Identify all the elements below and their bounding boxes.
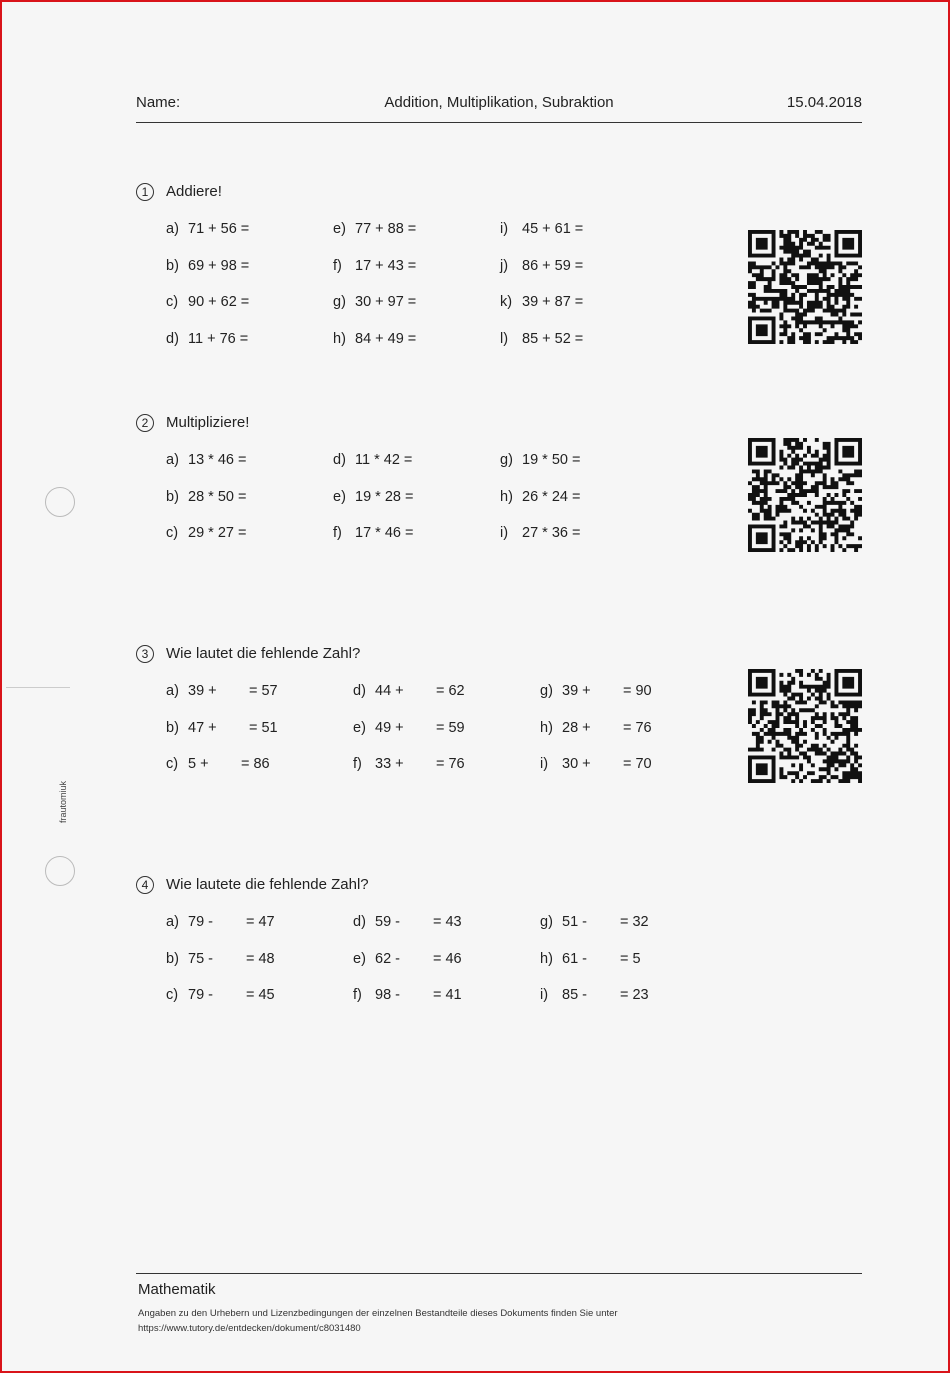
task-expression: 71 + 56 = — [188, 221, 250, 237]
task-expression: 39 + — [188, 683, 217, 699]
task-result: = 46 — [433, 950, 462, 967]
task-expression: 19 * 50 = — [522, 452, 581, 468]
section-number: 1 — [136, 183, 154, 201]
task-expression: 11 * 42 = — [355, 452, 413, 468]
task-expression: 45 + 61 = — [522, 221, 584, 237]
section-title: Multipliziere! — [166, 414, 250, 431]
task-label: a) — [166, 452, 179, 468]
task-expression: 90 + 62 = — [188, 294, 250, 311]
task-result: = 57 — [249, 683, 278, 699]
qr-code — [748, 438, 862, 552]
task-result: = 51 — [249, 719, 278, 736]
worksheet-footer — [136, 1273, 862, 1334]
task-expression: 77 + 88 = — [355, 221, 417, 237]
worksheet-header — [136, 94, 862, 123]
task-label: i) — [500, 221, 509, 237]
task-expression: 11 + 76 = — [188, 331, 249, 348]
task-label: k) — [500, 294, 513, 311]
task-expression: 86 + 59 = — [522, 257, 584, 274]
task-result: = 76 — [623, 719, 652, 736]
task-label: a) — [166, 221, 179, 237]
section-number: 2 — [136, 414, 154, 432]
task-label: i) — [500, 525, 509, 542]
task-label: f) — [333, 257, 342, 274]
task-label: f) — [353, 987, 362, 1004]
name-label: Name: — [136, 94, 181, 111]
task-expression: 75 - — [188, 950, 213, 967]
task-expression: 47 + — [188, 719, 217, 736]
fold-mark — [6, 687, 70, 688]
task-label: e) — [333, 221, 346, 237]
license-url: https://www.tutory.de/entdecken/dokument/c8031480 — [138, 1323, 361, 1334]
task-label: c) — [166, 987, 179, 1004]
task-expression: 85 + 52 = — [522, 331, 584, 348]
qr-pattern — [748, 230, 862, 344]
task-result: = 43 — [433, 914, 462, 930]
task-expression: 26 * 24 = — [522, 488, 581, 505]
qr-pattern — [748, 438, 862, 552]
task-label: d) — [333, 452, 346, 468]
task-expression: 44 + — [375, 683, 404, 699]
task-label: c) — [166, 294, 179, 311]
task-expression: 29 * 27 = — [188, 525, 247, 542]
section-title: Wie lautet die fehlende Zahl? — [166, 645, 361, 662]
punch-hole-bottom — [45, 856, 75, 886]
qr-code — [748, 669, 862, 783]
task-expression: 98 - — [375, 987, 400, 1004]
task-expression: 30 + 97 = — [355, 294, 417, 311]
task-expression: 17 * 46 = — [355, 525, 414, 542]
task-result: = 32 — [620, 914, 649, 930]
task-label: j) — [500, 257, 509, 274]
task-label: e) — [333, 488, 346, 505]
task-label: l) — [500, 331, 509, 348]
task-label: h) — [540, 950, 553, 967]
task-label: g) — [333, 294, 346, 311]
task-expression: 39 + 87 = — [522, 294, 584, 311]
worksheet-title: Addition, Multiplikation, Subraktion — [384, 94, 614, 111]
task-result: = 59 — [436, 719, 465, 736]
task-label: f) — [333, 525, 342, 542]
task-result: = 23 — [620, 987, 649, 1004]
task-expression: 49 + — [375, 719, 404, 736]
task-expression: 17 + 43 = — [355, 257, 417, 274]
task-label: b) — [166, 257, 179, 274]
task-expression: 19 * 28 = — [355, 488, 414, 505]
license-note — [138, 1306, 838, 1336]
task-expression: 28 * 50 = — [188, 488, 247, 505]
task-expression: 85 - — [562, 987, 587, 1004]
section-number: 4 — [136, 876, 154, 894]
task-label: h) — [500, 488, 513, 505]
task-label: c) — [166, 756, 179, 773]
section-title: Wie lautete die fehlende Zahl? — [166, 876, 369, 893]
task-label: h) — [540, 719, 553, 736]
task-result: = 48 — [246, 950, 275, 967]
task-label: e) — [353, 719, 366, 736]
task-label: e) — [353, 950, 366, 967]
task-expression: 5 + — [188, 756, 209, 773]
task-result: = 62 — [436, 683, 465, 699]
author-credit: frautomiuk — [58, 780, 68, 824]
task-expression: 69 + 98 = — [188, 257, 250, 274]
task-label: h) — [333, 331, 346, 348]
task-expression: 13 * 46 = — [188, 452, 247, 468]
task-expression: 51 - — [562, 914, 587, 930]
task-expression: 33 + — [375, 756, 404, 773]
task-label: i) — [540, 987, 549, 1004]
task-expression: 79 - — [188, 914, 213, 930]
qr-pattern — [748, 669, 862, 783]
task-label: c) — [166, 525, 179, 542]
task-result: = 41 — [433, 987, 462, 1004]
task-label: d) — [166, 331, 179, 348]
task-expression: 30 + — [562, 756, 591, 773]
task-result: = 70 — [623, 756, 652, 773]
worksheet-date: 15.04.2018 — [786, 94, 862, 111]
task-label: a) — [166, 683, 179, 699]
task-expression: 79 - — [188, 987, 213, 1004]
task-label: d) — [353, 683, 366, 699]
subject-label: Mathematik — [138, 1281, 216, 1298]
task-label: g) — [540, 683, 553, 699]
task-expression: 39 + — [562, 683, 591, 699]
task-label: b) — [166, 488, 179, 505]
section-number: 3 — [136, 645, 154, 663]
task-result: = 47 — [246, 914, 275, 930]
task-result: = 76 — [436, 756, 465, 773]
task-expression: 27 * 36 = — [522, 525, 581, 542]
task-label: i) — [540, 756, 549, 773]
task-label: f) — [353, 756, 362, 773]
task-expression: 61 - — [562, 950, 587, 967]
task-result: = 90 — [623, 683, 652, 699]
task-expression: 59 - — [375, 914, 400, 930]
task-result: = 86 — [241, 756, 270, 773]
punch-hole-top — [45, 487, 75, 517]
task-label: b) — [166, 719, 179, 736]
task-expression: 62 - — [375, 950, 400, 967]
task-result: = 5 — [620, 950, 641, 967]
qr-code — [748, 230, 862, 344]
license-note-line: Angaben zu den Urhebern und Lizenzbedingungen der einzelnen Bestandteile dieses Dokuments finden Sie unter — [138, 1308, 618, 1319]
task-expression: 84 + 49 = — [355, 331, 417, 348]
task-label: g) — [500, 452, 513, 468]
task-label: g) — [540, 914, 553, 930]
task-result: = 45 — [246, 987, 275, 1004]
section-title: Addiere! — [166, 183, 222, 200]
task-label: b) — [166, 950, 179, 967]
task-label: a) — [166, 914, 179, 930]
task-label: d) — [353, 914, 366, 930]
task-expression: 28 + — [562, 719, 591, 736]
